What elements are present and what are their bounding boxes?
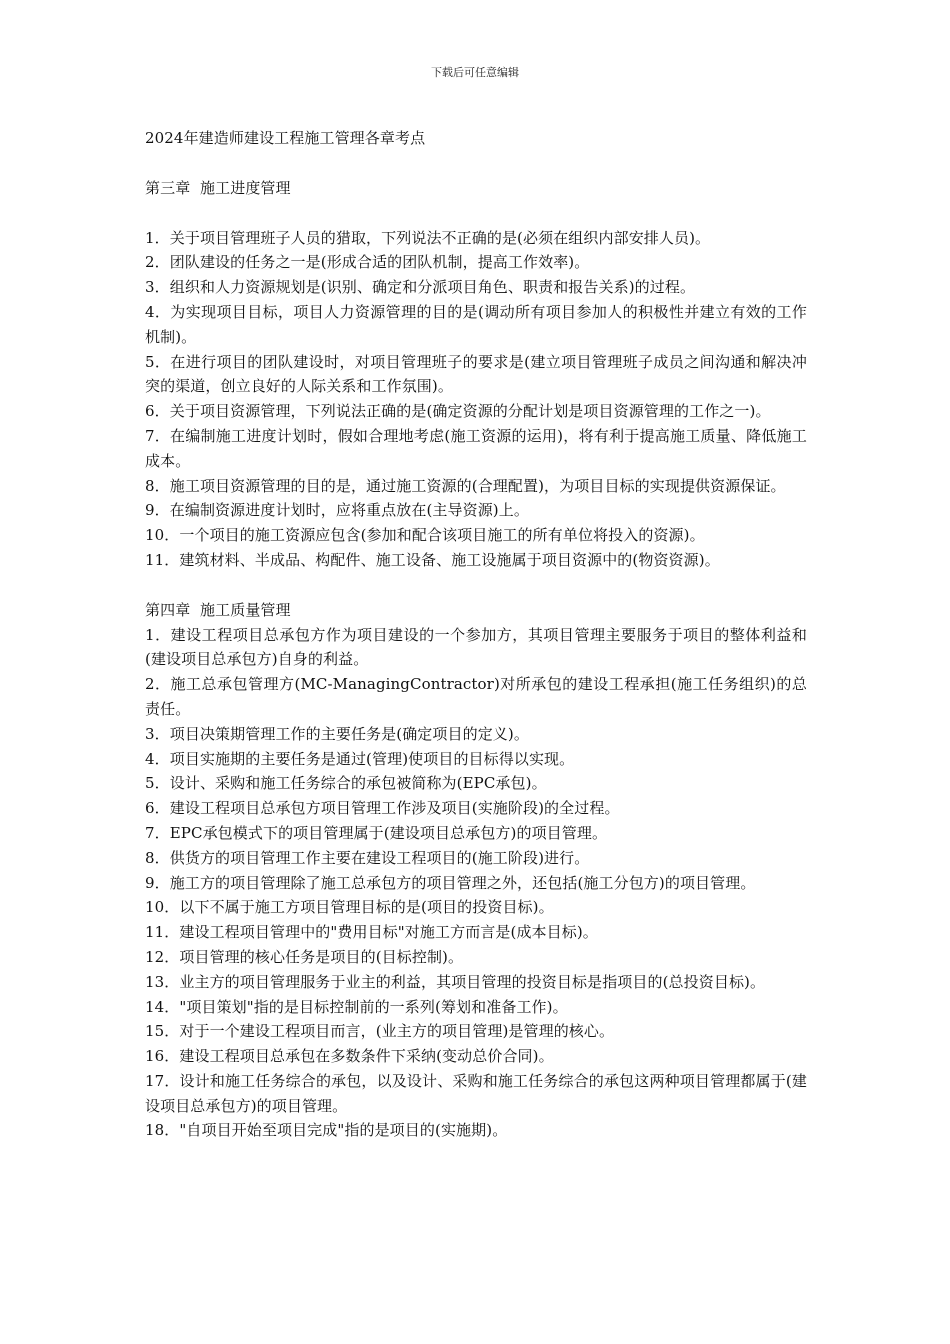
list-item: 4．为实现项目目标，项目人力资源管理的目的是(调动所有项目参加人的积极性并建立有效的工作机制)。 — [145, 302, 807, 346]
list-item: 8．施工项目资源管理的目的是，通过施工资源的(合理配置)，为项目目标的实现提供资源保证。 — [145, 476, 786, 495]
list-item: 1．关于项目管理班子人员的猎取，下列说法不正确的是(必须在组织内部安排人员)。 — [145, 228, 711, 247]
list-item: 6．建设工程项目总承包方项目管理工作涉及项目(实施阶段)的全过程。 — [145, 799, 620, 818]
list-item: 16．建设工程项目总承包在多数条件下采纳(变动总价合同)。 — [145, 1047, 554, 1066]
list-item: 11．建筑材料、半成品、构配件、施工设备、施工设施属于项目资源中的(物资资源)。 — [145, 550, 720, 569]
list-item: 15．对于一个建设工程项目而言，(业主方的项目管理)是管理的核心。 — [145, 1022, 615, 1041]
document-body — [145, 126, 807, 1143]
document-title: 2024年建造师建设工程施工管理各章考点 — [145, 129, 426, 147]
list-item: 13．业主方的项目管理服务于业主的利益，其项目管理的投资目标是指项目的(总投资目标)。 — [145, 972, 766, 991]
list-item: 1．建设工程项目总承包方作为项目建设的一个参加方，其项目管理主要服务于项目的整体利益和(建设项目总承包方)自身的利益。 — [145, 625, 807, 669]
list-item: 3．项目决策期管理工作的主要任务是(确定项目的定义)。 — [145, 724, 529, 743]
list-item: 9．施工方的项目管理除了施工总承包方的项目管理之外，还包括(施工分包方)的项目管理。 — [145, 873, 756, 892]
list-item: 10．以下不属于施工方项目管理目标的是(项目的投资目标)。 — [145, 898, 554, 917]
list-item: 5．在进行项目的团队建设时，对项目管理班子的要求是(建立项目管理班子成员之间沟通和解决冲突的渠道，创立良好的人际关系和工作氛围)。 — [145, 352, 807, 396]
chapter-3-list — [145, 226, 807, 573]
spacer — [145, 151, 807, 176]
list-item: 4．项目实施期的主要任务是通过(管理)使项目的目标得以实现。 — [145, 749, 575, 768]
spacer — [145, 573, 807, 598]
list-item: 6．关于项目资源管理，下列说法正确的是(确定资源的分配计划是项目资源管理的工作之一)。 — [145, 402, 771, 421]
list-item: 11．建设工程项目管理中的"费用目标"对施工方而言是(成本目标)。 — [145, 923, 598, 942]
list-item: 12．项目管理的核心任务是项目的(目标控制)。 — [145, 947, 464, 966]
page-header-note: 下载后可任意编辑 — [431, 66, 519, 79]
list-item: 14．"项目策划"指的是目标控制前的一系列(筹划和准备工作)。 — [145, 997, 568, 1016]
list-item: 3．组织和人力资源规划是(识别、确定和分派项目角色、职责和报告关系)的过程。 — [145, 278, 696, 297]
list-item: 5．设计、采购和施工任务综合的承包被简称为(EPC承包)。 — [145, 774, 547, 793]
list-item: 8．供货方的项目管理工作主要在建设工程项目的(施工阶段)进行。 — [145, 848, 590, 867]
chapter-3-title: 第三章 施工进度管理 — [145, 178, 291, 197]
list-item: 10．一个项目的施工资源应包含(参加和配合该项目施工的所有单位将投入的资源)。 — [145, 526, 705, 545]
list-item: 9．在编制资源进度计划时，应将重点放在(主导资源)上。 — [145, 501, 529, 520]
list-item: 17．设计和施工任务综合的承包，以及设计、采购和施工任务综合的承包这两种项目管理都属于(建设项目总承包方)的项目管理。 — [145, 1071, 807, 1115]
list-item: 7．EPC承包模式下的项目管理属于(建设项目总承包方)的项目管理。 — [145, 823, 608, 842]
list-item: 2．团队建设的任务之一是(形成合适的团队机制，提高工作效率)。 — [145, 253, 590, 272]
list-item: 18．"自项目开始至项目完成"指的是项目的(实施期)。 — [145, 1121, 508, 1140]
chapter-4-list — [145, 623, 807, 1144]
chapter-4-title: 第四章 施工质量管理 — [145, 600, 291, 619]
list-item: 7．在编制施工进度计划时，假如合理地考虑(施工资源的运用)，将有利于提高施工质量、降低施工成本。 — [145, 426, 807, 470]
list-item: 2．施工总承包管理方(MC-ManagingContractor)对所承包的建设工程承担(施工任务组织)的总责任。 — [145, 675, 807, 718]
spacer — [145, 201, 807, 226]
